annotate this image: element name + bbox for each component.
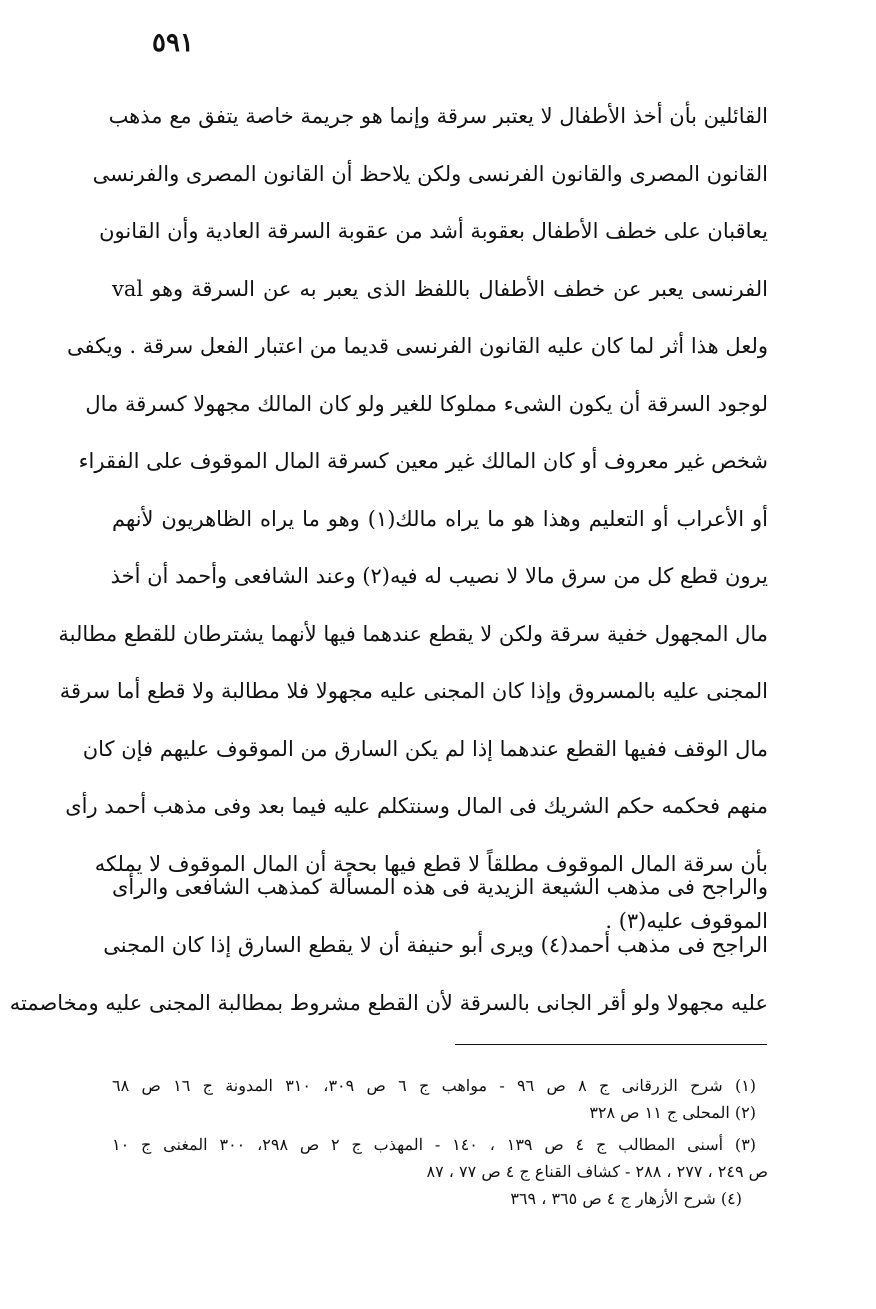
text-line: عليه مجهولا ولو أقر الجانى بالسرقة لأن القطع مشروط بمطالبة المجنى عليه ومخاصمته xyxy=(9,991,768,1015)
text-line: الموقوف عليه(٣) . xyxy=(605,909,768,933)
text-line: يرون قطع كل من سرق مالا لا نصيب له فيه(٢) وعند الشافعى وأحمد أن أخذ xyxy=(110,564,768,588)
text-line: لوجود السرقة أن يكون الشىء مملوكا للغير ولو كان المالك مجهولا كسرقة مال xyxy=(85,391,768,416)
text-line: مال المجهول خفية سرقة ولكن لا يقطع عندهما فيها لأنهما يشترطان للقطع مطالبة xyxy=(58,621,768,646)
footnote-separator xyxy=(455,1044,767,1045)
text-line: يعاقبان على خطف الأطفال بعقوبة أشد من عقوبة السرقة العادية وأن القانون xyxy=(99,219,768,243)
text-line: ولعل هذا أثر لما كان عليه القانون الفرنسى قديما من اعتبار الفعل سرقة . ويكفى xyxy=(67,334,768,358)
text-line: الراجح فى مذهب أحمد(٤) ويرى أبو حنيفة أن لا يقطع السارق إذا كان المجنى xyxy=(103,933,768,957)
footnote: (٤) شرح الأزهار ج ٤ ص ٣٦٥ ، ٣٦٩ xyxy=(510,1189,742,1208)
page-number: ٥٩١ xyxy=(152,28,194,58)
paragraph-1 xyxy=(58,88,768,951)
text-line: القائلين بأن أخذ الأطفال لا يعتبر سرقة وإنما هو جريمة خاصة يتفق مع مذهب xyxy=(108,104,768,128)
footnote: (٢) المحلى ج ١١ ص ٣٢٨ xyxy=(589,1103,756,1122)
footnote: (١) شرح الزرقانى ج ٨ ص ٩٦ - مواهب ج ٦ ص ٣٠٩، ٣١٠ المدونة ج ١٦ ص ٦٨ xyxy=(112,1076,757,1095)
text-line: والراجح فى مذهب الشيعة الزيدية فى هذه المسألة كمذهب الشافعى والرأى xyxy=(112,875,768,899)
paragraph-2 xyxy=(9,858,768,1032)
footnote-continuation: ص ٢٤٩ ، ٢٧٧ ، ٢٨٨ - كشاف القناع ج ٤ ص ٧٧ ، ٨٧ xyxy=(426,1162,768,1181)
text-line: منهم فحكمه حكم الشريك فى المال وسنتكلم عليه فيما بعد وفى مذهب أحمد رأى xyxy=(65,794,768,818)
text-line: شخص غير معروف أو كان المالك غير معين كسرقة المال الموقوف على الفقراء xyxy=(78,449,768,473)
text-line: أو الأعراب أو التعليم وهذا هو ما يراه مالك(١) وهو ما يراه الظاهريون لأنهم xyxy=(112,506,768,531)
footnotes xyxy=(112,1072,768,1212)
text-line: القانون المصرى والقانون الفرنسى ولكن يلاحظ أن القانون المصرى والفرنسى xyxy=(92,161,768,186)
text-line: المجنى عليه بالمسروق وإذا كان المجنى عليه مجهولا فلا مطالبة ولا قطع أما سرقة xyxy=(59,679,768,703)
text-line: بأن سرقة المال الموقوف مطلقاً لا قطع فيها بحجة أن المال الموقوف لا يملكه xyxy=(94,851,768,876)
text-line: الفرنسى يعبر عن خطف الأطفال باللفظ الذى يعبر به عن السرقة وهو val xyxy=(112,276,768,301)
text-line: مال الوقف ففيها القطع عندهما إذا لم يكن السارق من الموقوف عليهم فإن كان xyxy=(82,736,768,761)
footnote: (٣) أسنى المطالب ج ٤ ص ١٣٩ ، ١٤٠ - المهذب ج ٢ ص ٢٩٨، ٣٠٠ المغنى ج ١٠ xyxy=(112,1135,757,1154)
